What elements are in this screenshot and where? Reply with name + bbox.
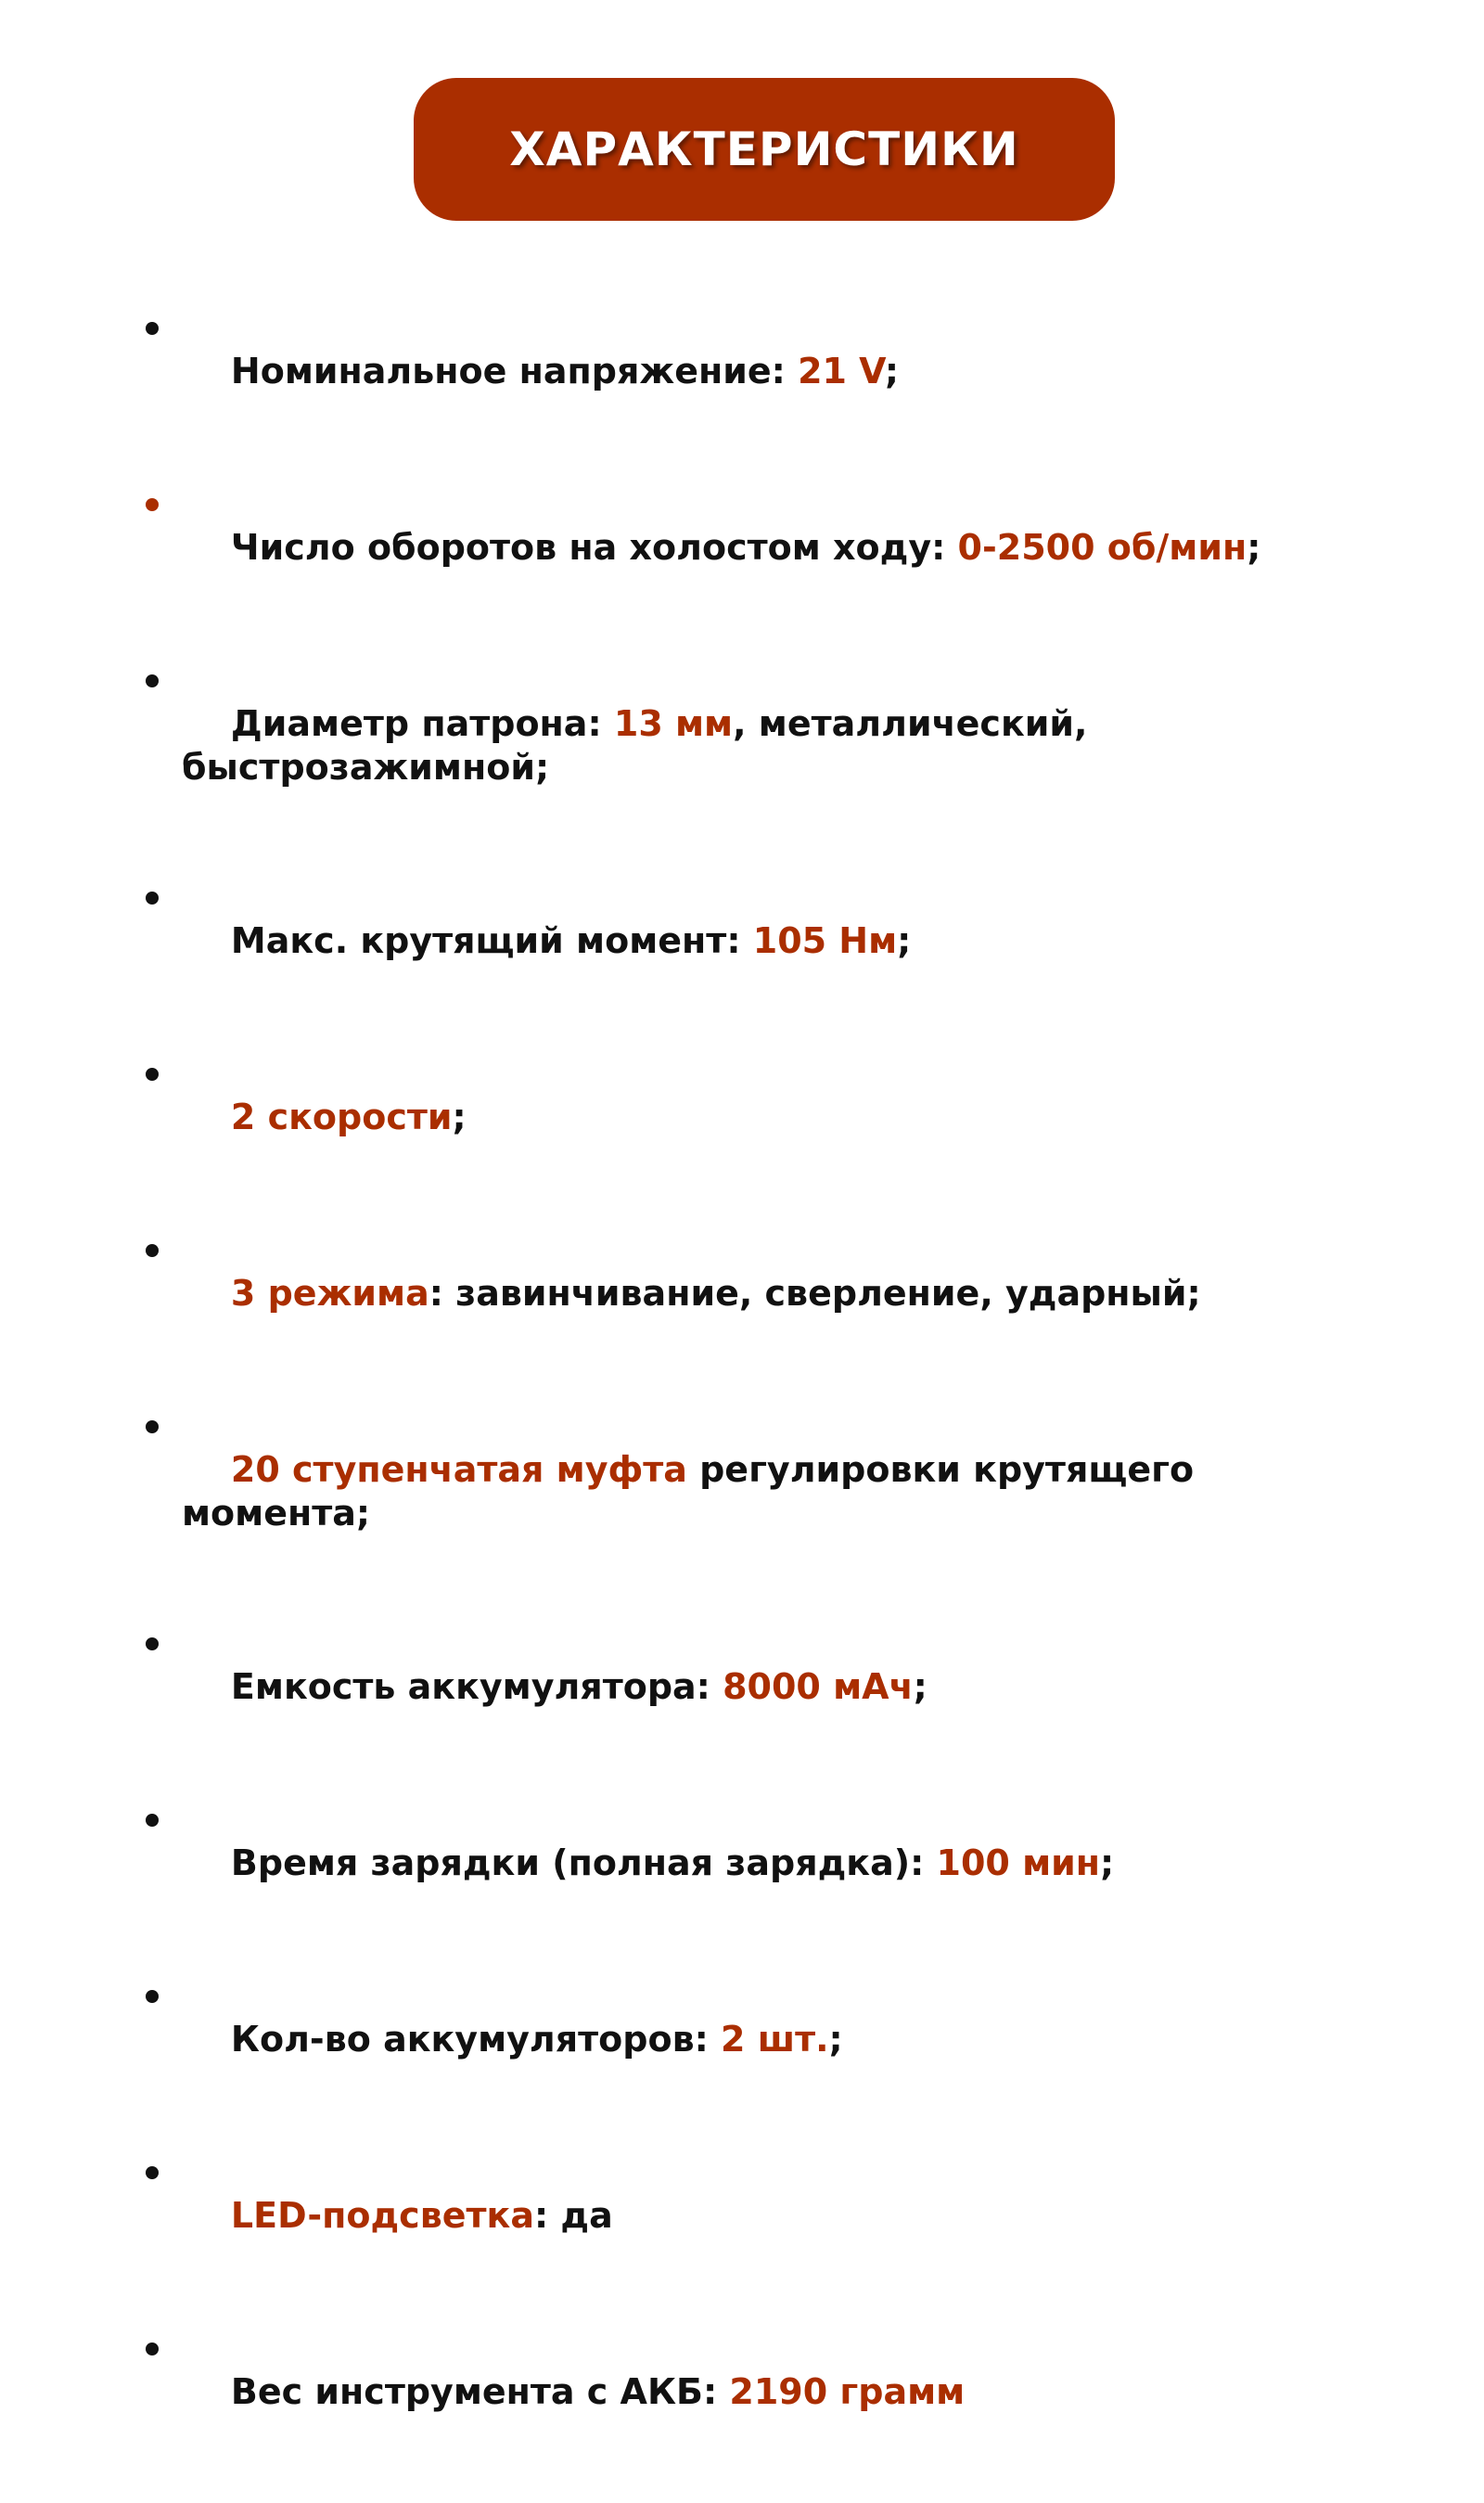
spec-item-battery-capacity xyxy=(139,1622,1419,1752)
bullet-icon xyxy=(146,1420,159,1433)
spec-item-charge-time xyxy=(139,1798,1419,1929)
spec-value: 2190 грамм xyxy=(729,2371,966,2412)
bullet-icon xyxy=(146,1814,159,1827)
spec-suffix: ; xyxy=(884,351,900,391)
spec-suffix: ; xyxy=(913,1666,928,1707)
spec-item-weight xyxy=(139,2327,1419,2458)
spec-value: 2 шт. xyxy=(721,2019,829,2060)
spec-suffix: регулировки крутящего момента; xyxy=(182,1449,1195,1534)
spec-value: LED-подсветка xyxy=(230,2195,534,2236)
spec-item-chuck-diameter xyxy=(139,659,1419,833)
spec-item-clutch xyxy=(139,1405,1419,1579)
bullet-icon xyxy=(146,2343,159,2355)
spec-label: Емкость аккумулятора: xyxy=(230,1666,723,1707)
spec-value: 100 мин xyxy=(936,1842,1101,1883)
spec-suffix: , металлический, быстрозажимной; xyxy=(182,703,1088,788)
bullet-icon xyxy=(146,892,159,905)
bullet-icon xyxy=(146,1244,159,1257)
spec-label: Кол-во аккумуляторов: xyxy=(230,2019,722,2060)
spec-value: 2 скорости xyxy=(230,1097,453,1137)
spec-suffix: ; xyxy=(1247,527,1261,568)
spec-item-voltage xyxy=(139,306,1419,437)
bullet-icon xyxy=(146,1637,159,1650)
spec-label: Номинальное напряжение: xyxy=(230,351,799,391)
spec-value: 8000 мАч xyxy=(723,1666,914,1707)
spec-suffix: ; xyxy=(1100,1842,1115,1883)
spec-suffix: : да xyxy=(533,2195,613,2236)
spec-item-battery-count xyxy=(139,1974,1419,2105)
bullet-icon xyxy=(146,498,159,511)
bullet-icon xyxy=(146,1068,159,1081)
spec-suffix: : завинчивание, сверление, ударный; xyxy=(429,1273,1201,1314)
spec-suffix: ; xyxy=(828,2019,843,2060)
spec-item-max-torque xyxy=(139,876,1419,1007)
spec-label: Диаметр патрона: xyxy=(230,703,614,744)
spec-value: 3 режима xyxy=(230,1273,429,1314)
spec-label: Вес инструмента с АКБ: xyxy=(230,2371,730,2412)
bullet-icon xyxy=(146,322,159,335)
spec-value: 21 V xyxy=(798,351,885,391)
spec-value: 13 мм xyxy=(613,703,734,744)
spec-suffix: ; xyxy=(452,1097,467,1137)
spec-item-modes xyxy=(139,1228,1419,1359)
spec-label: Макс. крутящий момент: xyxy=(230,920,753,961)
bullet-icon xyxy=(146,1990,159,2003)
spec-item-idle-speed xyxy=(139,482,1419,613)
spec-suffix: ; xyxy=(897,920,912,961)
bullet-icon xyxy=(146,674,159,687)
spec-list xyxy=(139,306,1419,2503)
spec-value: 0-2500 об/мин xyxy=(957,527,1247,568)
spec-value: 20 ступенчатая муфта xyxy=(230,1449,687,1490)
bullet-icon xyxy=(146,2166,159,2179)
page-title: ХАРАКТЕРИСТИКИ xyxy=(509,122,1019,176)
spec-item-speeds xyxy=(139,1052,1419,1183)
title-banner xyxy=(414,78,1115,221)
spec-label: Число оборотов на холостом ходу: xyxy=(230,527,958,568)
spec-item-led xyxy=(139,2150,1419,2281)
spec-label: Время зарядки (полная зарядка): xyxy=(230,1842,937,1883)
spec-value: 105 Нм xyxy=(752,920,898,961)
